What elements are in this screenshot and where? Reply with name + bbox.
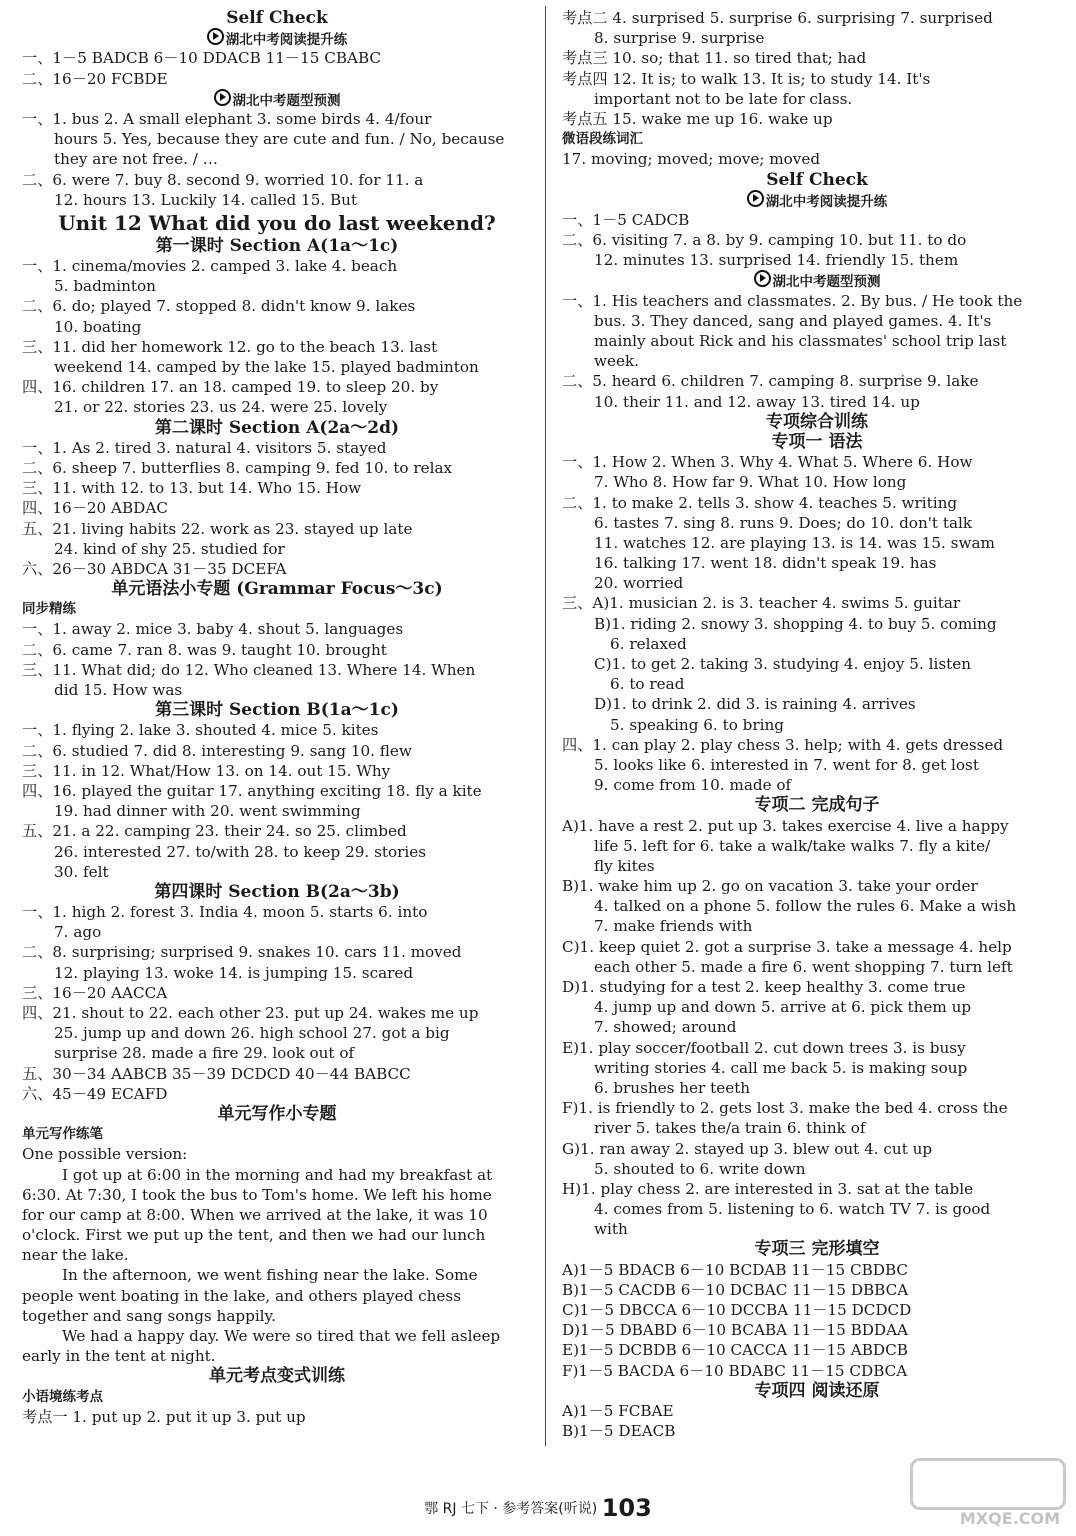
line-text: 二、6. do; played 7. stopped 8. didn't know 9. lakes xyxy=(22,297,416,316)
line-text: Unit 12 What did you do last weekend? xyxy=(58,210,496,235)
answer-line xyxy=(22,619,532,639)
line-text: 25. jump up and down 26. high school 27. got a big xyxy=(54,1024,450,1043)
line-text: 湖北中考题型预测 xyxy=(772,274,881,291)
line-text: 6:30. At 7:30, I took the bus to Tom's home. We left his home xyxy=(22,1185,492,1204)
section-heading xyxy=(22,236,532,256)
line-text: A)1－5 BDACB 6－10 BCDAB 11－15 CBDBC xyxy=(562,1260,909,1279)
section-heading xyxy=(22,1104,532,1124)
answer-line xyxy=(562,452,1072,472)
line-text: 16. talking 17. went 18. didn't speak 19. has xyxy=(594,554,937,573)
line-text: 考点三 10. so; that 11. so tired that; had xyxy=(562,49,867,68)
answer-line xyxy=(562,250,1072,270)
page-number: 103 xyxy=(601,1494,652,1522)
line-text: 5. speaking 6. to bring xyxy=(610,715,785,734)
play-circle-icon xyxy=(207,28,224,45)
answer-line xyxy=(562,957,1072,977)
footer-label: 鄂 RJ 七下 · 参考答案(听说) xyxy=(424,1501,598,1517)
line-text: D)1. studying for a test 2. keep healthy 3. come true xyxy=(562,978,966,996)
line-text: H)1. play chess 2. are interested in 3. sat at the table xyxy=(562,1179,974,1198)
line-text: 微语段练词汇 xyxy=(562,131,643,148)
answer-line xyxy=(562,977,1072,997)
line-text: 二、8. surprising; surprised 9. snakes 10. cars 11. moved xyxy=(22,943,462,962)
line-text: In the afternoon, we went fishing near the lake. Some xyxy=(62,1266,478,1285)
line-text: 7. make friends with xyxy=(594,917,753,936)
answer-line xyxy=(562,149,1072,169)
line-text: 单元考点变式训练 xyxy=(209,1366,345,1387)
answer-line xyxy=(22,1245,532,1265)
answer-line xyxy=(22,337,532,357)
line-text: F)1－5 BACDA 6－10 BDABC 11－15 CDBCA xyxy=(562,1361,908,1380)
answer-line xyxy=(22,317,532,337)
answer-line xyxy=(22,129,532,149)
line-text: 考点四 12. It is; to walk 13. It is; to study 14. It's xyxy=(562,69,931,88)
line-text: One possible version: xyxy=(22,1145,188,1164)
right-column xyxy=(562,8,1072,1441)
answer-line xyxy=(562,210,1072,230)
line-text: weekend 14. camped by the lake 15. played badminton xyxy=(54,358,479,376)
line-text: people went boating in the lake, and others played chess xyxy=(22,1286,461,1305)
answer-line xyxy=(562,997,1072,1017)
line-text: week. xyxy=(594,352,640,371)
answer-line xyxy=(22,190,532,210)
line-text: river 5. takes the/a train 6. think of xyxy=(594,1119,866,1138)
line-text: writing stories 4. call me back 5. is making soup xyxy=(594,1058,968,1077)
answer-line xyxy=(562,8,1072,28)
line-text: with xyxy=(594,1220,628,1239)
answer-line xyxy=(562,836,1072,856)
answer-line xyxy=(562,1017,1072,1037)
answer-line xyxy=(562,1159,1072,1179)
line-text: 17. moving; moved; move; moved xyxy=(562,150,821,169)
answer-line xyxy=(22,48,532,68)
answer-line xyxy=(22,357,532,377)
line-text: surprise 28. made a fire 29. look out of xyxy=(54,1044,355,1063)
answer-line xyxy=(562,916,1072,936)
essay-line xyxy=(22,1265,532,1285)
answer-line xyxy=(562,1098,1072,1118)
answer-line xyxy=(22,1043,532,1063)
line-text: 单元写作小专题 xyxy=(217,1103,337,1124)
play-circle-icon xyxy=(747,190,764,207)
answer-line xyxy=(562,1179,1072,1199)
answer-line xyxy=(22,862,532,882)
line-text: 小语境练考点 xyxy=(22,1388,103,1405)
answer-line xyxy=(22,397,532,417)
line-text: E)1－5 DCBDB 6－10 CACCA 11－15 ABDCB xyxy=(562,1341,908,1360)
line-text: 一、1. How 2. When 3. Why 4. What 5. Where 6. How xyxy=(562,453,973,472)
answer-line xyxy=(22,256,532,276)
line-text: 二、1. to make 2. tells 3. show 4. teaches 5. writing xyxy=(562,493,958,512)
line-text: did 15. How was xyxy=(54,681,183,699)
line-text: 湖北中考阅读提升练 xyxy=(225,32,348,49)
section-heading xyxy=(22,418,532,438)
answer-line xyxy=(22,821,532,841)
line-text: G)1. ran away 2. stayed up 3. blew out 4. cut up xyxy=(562,1139,933,1158)
line-text: B)1－5 DEACB xyxy=(562,1422,676,1441)
answer-line xyxy=(22,720,532,740)
line-text: 三、11. did her homework 12. go to the beach 13. last xyxy=(22,337,438,356)
line-text: fly kites xyxy=(594,856,655,875)
line-text: 湖北中考题型预测 xyxy=(232,92,341,109)
answer-line xyxy=(22,1023,532,1043)
line-text: D)1－5 DBABD 6－10 BCABA 11－15 BDDAA xyxy=(562,1321,909,1340)
answer-line xyxy=(22,69,532,89)
line-text: early in the tent at night. xyxy=(22,1347,216,1366)
line-text: 二、6. visiting 7. a 8. by 9. camping 10. but 11. to do xyxy=(562,231,967,250)
line-text: 专项一 语法 xyxy=(771,431,863,452)
subsection-label xyxy=(562,129,1072,149)
answer-line xyxy=(22,149,532,169)
section-heading xyxy=(562,795,1072,815)
answer-line xyxy=(562,291,1072,311)
line-text: 四、21. shout to 22. each other 23. put up 24. wakes me up xyxy=(22,1004,479,1022)
answer-line xyxy=(562,371,1072,391)
answer-line xyxy=(22,660,532,680)
line-text: 第三课时 Section B(1a～1c) xyxy=(155,700,399,721)
left-column xyxy=(22,8,532,1427)
answer-line xyxy=(562,715,1072,735)
line-text: I got up at 6:00 in the morning and had my breakfast at xyxy=(62,1165,493,1184)
line-text: 湖北中考阅读提升练 xyxy=(765,193,888,210)
answer-line xyxy=(22,963,532,983)
line-text: 二、16－20 FCBDE xyxy=(22,69,168,88)
line-text: 五、21. living habits 22. work as 23. stayed up late xyxy=(22,519,413,538)
essay-line xyxy=(22,1326,532,1346)
section-heading xyxy=(562,170,1072,190)
line-text: 二、6. were 7. buy 8. second 9. worried 10. for 11. a xyxy=(22,170,424,189)
line-text: 专项四 阅读还原 xyxy=(754,1380,880,1401)
answer-line xyxy=(22,1306,532,1326)
line-text: 三、11. with 12. to 13. but 14. Who 15. How xyxy=(22,479,362,498)
line-text: each other 5. made a fire 6. went shopping 7. turn left xyxy=(594,957,1013,976)
section-heading xyxy=(562,432,1072,452)
answer-line xyxy=(562,856,1072,876)
answer-line xyxy=(22,922,532,942)
line-text: 二、5. heard 6. children 7. camping 8. surprise 9. lake xyxy=(562,372,979,391)
line-text: 考点五 15. wake me up 16. wake up xyxy=(562,109,833,128)
line-text: 30. felt xyxy=(54,862,109,881)
line-text: Self Check xyxy=(766,169,868,190)
answer-line xyxy=(22,942,532,962)
answer-line xyxy=(562,48,1072,68)
answer-line xyxy=(22,1064,532,1084)
line-text: 一、1. away 2. mice 3. baby 4. shout 5. languages xyxy=(22,620,404,639)
subsection-heading xyxy=(22,28,532,48)
line-text: hours 5. Yes, because they are cute and fun. / No, because xyxy=(54,130,505,149)
line-text: life 5. left for 6. take a walk/take walks 7. fly a kite/ xyxy=(594,836,991,855)
section-heading xyxy=(562,1239,1072,1259)
line-text: 一、1－5 BADCB 6－10 DDACB 11－15 CBABC xyxy=(22,49,382,68)
line-text: 12. playing 13. woke 14. is jumping 15. scared xyxy=(54,963,414,982)
line-text: 第一课时 Section A(1a～1c) xyxy=(155,235,399,256)
line-text: o'clock. First we put up the tent, and then we had our lunch xyxy=(22,1226,486,1245)
line-text: they are not free. / … xyxy=(54,150,218,169)
line-text: 一、1. As 2. tired 3. natural 4. visitors 5. stayed xyxy=(22,438,387,457)
answer-line xyxy=(22,1003,532,1023)
section-heading xyxy=(562,1381,1072,1401)
answer-line xyxy=(562,230,1072,250)
line-text: 6. brushes her teeth xyxy=(594,1078,751,1097)
answer-line xyxy=(562,694,1072,714)
answer-line xyxy=(562,513,1072,533)
answer-line xyxy=(562,755,1072,775)
answer-line xyxy=(562,1280,1072,1300)
answer-line xyxy=(562,472,1072,492)
answer-line xyxy=(22,377,532,397)
answer-line xyxy=(562,533,1072,553)
line-text: 三、16－20 AACCA xyxy=(22,983,168,1002)
answer-line xyxy=(22,458,532,478)
line-text: 专项三 完形填空 xyxy=(754,1239,880,1260)
play-circle-icon xyxy=(754,270,771,287)
line-text: 5. badminton xyxy=(54,277,156,296)
line-text: important not to be late for class. xyxy=(594,89,853,108)
line-text: bus. 3. They danced, sang and played games. 4. It's xyxy=(594,311,992,330)
line-text: 考点一 1. put up 2. put it up 3. put up xyxy=(22,1407,306,1426)
section-heading xyxy=(22,579,532,599)
line-text: 10. their 11. and 12. away 13. tired 14. up xyxy=(594,392,920,411)
answer-line xyxy=(22,781,532,801)
line-text: 21. or 22. stories 23. us 24. were 25. lovely xyxy=(54,398,388,417)
answer-line xyxy=(562,69,1072,89)
answer-line xyxy=(22,438,532,458)
line-text: F)1. is friendly to 2. gets lost 3. make the bed 4. cross the xyxy=(562,1099,1008,1118)
line-text: 4. jump up and down 5. arrive at 6. pick them up xyxy=(594,998,972,1017)
subsection-label xyxy=(22,1387,532,1407)
line-text: 三、11. What did; do 12. Who cleaned 13. Where 14. When xyxy=(22,660,476,679)
answer-line xyxy=(22,539,532,559)
answer-line xyxy=(562,1118,1072,1138)
answer-line xyxy=(562,1320,1072,1340)
line-text: 6. relaxed xyxy=(610,634,687,653)
line-text: We had a happy day. We were so tired that we fell asleep xyxy=(62,1327,501,1345)
line-text: together and sang songs happily. xyxy=(22,1306,276,1325)
line-text: near the lake. xyxy=(22,1246,129,1265)
answer-line xyxy=(562,1058,1072,1078)
answer-line xyxy=(562,331,1072,351)
line-text: 四、16. children 17. an 18. camped 19. to sleep 20. by xyxy=(22,378,439,397)
subsection-heading xyxy=(562,190,1072,210)
line-text: 考点二 4. surprised 5. surprise 6. surprising 7. surprised xyxy=(562,9,993,27)
line-text: 二、6. sheep 7. butterflies 8. camping 9. fed 10. to relax xyxy=(22,458,453,477)
line-text: 20. worried xyxy=(594,574,684,593)
line-text: A)1－5 FCBAE xyxy=(562,1401,674,1420)
line-text: 5. looks like 6. interested in 7. went for 8. get lost xyxy=(594,755,979,774)
line-text: 9. come from 10. made of xyxy=(594,776,792,795)
answer-line xyxy=(562,1139,1072,1159)
answer-line xyxy=(22,109,532,129)
section-heading xyxy=(22,1366,532,1386)
answer-line xyxy=(22,1205,532,1225)
line-text: 一、1. high 2. forest 3. India 4. moon 5. starts 6. into xyxy=(22,903,428,922)
answer-line xyxy=(562,1078,1072,1098)
answer-line xyxy=(562,735,1072,755)
line-text: 四、1. can play 2. play chess 3. help; with 4. gets dressed xyxy=(562,735,1004,754)
line-text: 六、45－49 ECAFD xyxy=(22,1084,168,1103)
answer-line xyxy=(562,674,1072,694)
answer-line xyxy=(22,741,532,761)
answer-line xyxy=(562,311,1072,331)
unit-title xyxy=(22,210,532,236)
play-circle-icon xyxy=(214,89,231,106)
line-text: B)1. wake him up 2. go on vacation 3. take your order xyxy=(562,877,978,896)
answer-line xyxy=(22,1407,532,1427)
answer-line xyxy=(562,775,1072,795)
answer-line xyxy=(562,937,1072,957)
line-text: 10. boating xyxy=(54,317,142,336)
subsection-heading xyxy=(22,89,532,109)
line-text: for our camp at 8:00. When we arrived at the lake, it was 10 xyxy=(22,1205,488,1224)
line-text: 二、6. studied 7. did 8. interesting 9. sang 10. flew xyxy=(22,741,412,760)
line-text: D)1. to drink 2. did 3. is raining 4. arrives xyxy=(594,695,916,714)
line-text: 7. Who 8. How far 9. What 10. How long xyxy=(594,473,907,492)
line-text: 7. showed; around xyxy=(594,1018,737,1037)
answer-line xyxy=(562,654,1072,674)
line-text: 第二课时 Section A(2a～2d) xyxy=(154,417,400,438)
line-text: 26. interested 27. to/with 28. to keep 29. stories xyxy=(54,842,427,861)
answer-line xyxy=(562,1260,1072,1280)
line-text: 7. ago xyxy=(54,923,102,942)
watermark-url: MXQE.COM xyxy=(959,1509,1060,1528)
answer-line xyxy=(22,519,532,539)
answer-line xyxy=(22,1084,532,1104)
section-heading xyxy=(22,882,532,902)
line-text: 一、1. His teachers and classmates. 2. By bus. / He took the xyxy=(562,291,1023,310)
answer-line xyxy=(562,553,1072,573)
line-text: B)1－5 CACDB 6－10 DCBAC 11－15 DBBCA xyxy=(562,1280,909,1299)
answer-line xyxy=(562,109,1072,129)
line-text: C)1－5 DBCCA 6－10 DCCBA 11－15 DCDCD xyxy=(562,1301,912,1319)
line-text: 同步精练 xyxy=(22,601,76,618)
line-text: 6. tastes 7. sing 8. runs 9. Does; do 10. don't talk xyxy=(594,513,973,532)
answer-line xyxy=(562,392,1072,412)
answer-line xyxy=(562,896,1072,916)
line-text: 单元写作练笔 xyxy=(22,1126,103,1143)
line-text: 4. talked on a phone 5. follow the rules 6. Make a wish xyxy=(594,897,1017,916)
line-text: C)1. keep quiet 2. got a surprise 3. take a message 4. help xyxy=(562,937,1012,956)
line-text: 19. had dinner with 20. went swimming xyxy=(54,802,361,821)
essay-line xyxy=(22,1165,532,1185)
answer-line xyxy=(22,640,532,660)
column-divider xyxy=(545,6,546,1446)
line-text: 单元语法小专题 (Grammar Focus～3c) xyxy=(111,579,443,600)
answer-line xyxy=(562,876,1072,896)
answer-line xyxy=(22,498,532,518)
line-text: 11. watches 12. are playing 13. is 14. was 15. swam xyxy=(594,533,995,552)
answer-line xyxy=(562,1340,1072,1360)
line-text: mainly about Rick and his classmates' school trip last xyxy=(594,332,1007,350)
line-text: 三、11. in 12. What/How 13. on 14. out 15. Why xyxy=(22,761,391,780)
answer-line xyxy=(562,614,1072,634)
subsection-label xyxy=(22,1124,532,1144)
answer-line xyxy=(562,89,1072,109)
answer-line xyxy=(22,559,532,579)
line-text: 12. hours 13. Luckily 14. called 15. But xyxy=(54,190,358,209)
subsection-label xyxy=(22,599,532,619)
line-text: 8. surprise 9. surprise xyxy=(594,29,765,48)
section-heading xyxy=(22,700,532,720)
answer-line xyxy=(562,351,1072,371)
answer-line xyxy=(562,816,1072,836)
watermark-seal xyxy=(910,1458,1066,1510)
line-text: 一、1. bus 2. A small elephant 3. some birds 4. 4/four xyxy=(22,109,432,128)
answer-line xyxy=(22,276,532,296)
line-text: 5. shouted to 6. write down xyxy=(594,1159,806,1178)
section-heading xyxy=(562,412,1072,432)
answer-line xyxy=(22,983,532,1003)
line-text: 专项二 完成句子 xyxy=(754,795,880,816)
answer-line xyxy=(22,801,532,821)
line-text: Self Check xyxy=(226,8,328,28)
answer-line xyxy=(562,28,1072,48)
answer-line xyxy=(22,1346,532,1366)
answer-line xyxy=(22,296,532,316)
line-text: 五、30－34 AABCB 35－39 DCDCD 40－44 BABCC xyxy=(22,1064,411,1083)
answer-line xyxy=(562,493,1072,513)
answer-line xyxy=(562,1199,1072,1219)
line-text: 第四课时 Section B(2a～3b) xyxy=(154,881,400,902)
answer-line xyxy=(22,1144,532,1164)
watermark-logo xyxy=(916,1458,1066,1528)
answer-line xyxy=(22,478,532,498)
line-text: C)1. to get 2. taking 3. studying 4. enjoy 5. listen xyxy=(594,655,971,673)
answer-line xyxy=(562,593,1072,613)
answer-line xyxy=(22,902,532,922)
answer-line xyxy=(22,1185,532,1205)
line-text: 二、6. came 7. ran 8. was 9. taught 10. brought xyxy=(22,640,387,659)
answer-line xyxy=(22,1225,532,1245)
line-text: 四、16. played the guitar 17. anything exciting 18. fly a kite xyxy=(22,781,482,800)
answer-line xyxy=(562,634,1072,654)
answer-line xyxy=(562,1219,1072,1239)
answer-line xyxy=(562,1421,1072,1441)
line-text: A)1. have a rest 2. put up 3. takes exercise 4. live a happy xyxy=(562,816,1009,835)
subsection-heading xyxy=(562,270,1072,290)
answer-line xyxy=(22,761,532,781)
answer-line xyxy=(22,842,532,862)
answer-line xyxy=(562,573,1072,593)
answer-line xyxy=(562,1300,1072,1320)
line-text: 六、26－30 ABDCA 31－35 DCEFA xyxy=(22,559,287,578)
answer-line xyxy=(22,170,532,190)
answer-line xyxy=(562,1038,1072,1058)
line-text: 五、21. a 22. camping 23. their 24. so 25. climbed xyxy=(22,822,407,841)
line-text: 专项综合训练 xyxy=(766,411,868,432)
section-heading xyxy=(22,8,532,28)
line-text: 12. minutes 13. surprised 14. friendly 15. them xyxy=(594,251,959,270)
line-text: 四、16－20 ABDAC xyxy=(22,499,168,518)
line-text: 一、1. cinema/movies 2. camped 3. lake 4. beach xyxy=(22,257,398,276)
answer-line xyxy=(562,1401,1072,1421)
line-text: 4. comes from 5. listening to 6. watch TV 7. is good xyxy=(594,1200,991,1219)
line-text: 三、A)1. musician 2. is 3. teacher 4. swims 5. guitar xyxy=(562,594,961,613)
line-text: 一、1－5 CADCB xyxy=(562,210,690,229)
answer-line xyxy=(22,680,532,700)
line-text: 24. kind of shy 25. studied for xyxy=(54,539,285,558)
line-text: 6. to read xyxy=(610,675,685,694)
answer-line xyxy=(562,1361,1072,1381)
line-text: B)1. riding 2. snowy 3. shopping 4. to buy 5. coming xyxy=(594,614,997,633)
line-text: 一、1. flying 2. lake 3. shouted 4. mice 5. kites xyxy=(22,721,379,740)
answer-line xyxy=(22,1286,532,1306)
line-text: E)1. play soccer/football 2. cut down trees 3. is busy xyxy=(562,1038,966,1057)
